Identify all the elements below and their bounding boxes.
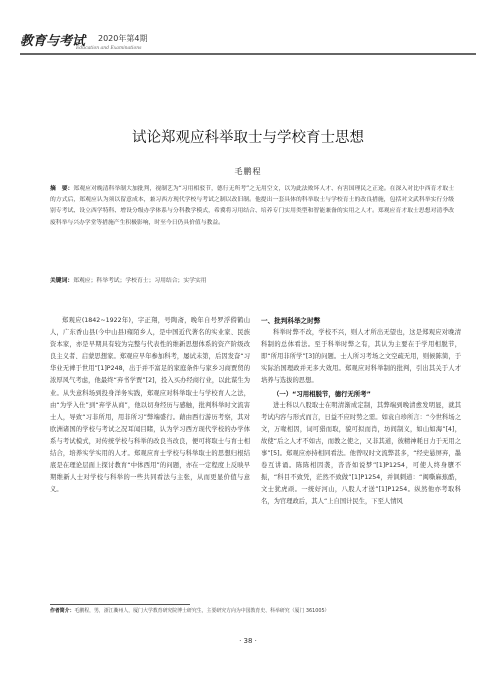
body-right-column [261,315,461,509]
abstract [50,184,454,229]
article-author: 毛鹏程 [234,167,262,176]
journal-issue: 2020年第4期 [98,34,148,43]
keywords [50,276,454,287]
keywords-label: 关键词： [50,278,74,284]
journal-subtitle: Education and Examinations [76,46,142,51]
footnote-label: 作者简介： [50,608,75,614]
paragraph: 科举时弊不改，学校不兴，则人才所出无望也，这是郑观应对晚清科制的总体看法。至于科举时弊之有，其认为主要在于学用相脱节，即“所用非所学”[3]的问题。士人所习考场之文空疏无用，则候陈简，于实际治国理政并无多大效用。郑观应对科举制的批判，引出其关于人才培养与选拔的思想。 [261,329,461,385]
paragraph: 进士科以八股取士在明清渐成定制，其弊端到晚清愈发明显，就其考试内容与形式而言，日益不应时势之需。如袁自珍所言：“今世科场之文，万喙相因，词可猎而取，貌可拟而肖，坊间制义，如山如海”[4]，故使“后之人才不如古，而教之使之，又非其道，彼精神耗日力于无用之事”[5]。郑观应亦持相同看法。他曾叹时文流弊甚多，“经史悬屏弃，墨卷互讲诵。陈陈相因袭，沓沓如说梦”[1]P1254，可使人终身隳不振，“科目不致凭，茫然不致做”[1]P1254，并讽刺道：“闽嘶麻蕉酷，文士犹虎顽。一统好河山，八股人才送”[1]P1254。纵然他亦考取科名，为官理政后，其人“上自国计民生，下至人情风 [261,401,461,506]
journal-name: 教育与考试 [20,34,86,49]
page-number: · 38 · [239,637,257,645]
body-left-column: 郑观应(1842~1922年)，字正翔，号陶斋，晚年自号罗浮偫鹤山人，广东香山县(今中山县)雍陌乡人，是中国近代著名的实业家、民族资本家，亦是早期具有较为完整与代表性的维新思想体系的资产阶级改良主义者、启蒙思想家。郑观应早年参加科考，屡试未第，后因发奋“习华业无裨于世用”[1]P248，出于并不富足的家庭条件与家乡习商贾贸的浓厚风气考虑，他最终“弃书学贾”[2]，投入买办经商行业，以此谋生为业。从失意科场到投身洋务实践，郑观应对科举取士与学校育人之法，由“为学入仕”到“弃学从商”，他以切身经历与感触，批判科举时文流害士人，导致“习非所用，用非所习”弊端盛行。藉由西行游历考察，其对欧洲诸国的学校与考试之况耳闻目睹，认为学习西方现代学校的办学体系与考试模式，对传统学校与科举的改良当改良，便可将取士与育士相结合，培养实学实用的人才。郑观应育士学校与科举取士的思想归根结底是在理论层面上探讨教育“中体西用”的问题，亦在一定程度上反映早期维新人士对学校与科举的一些共同看法与主张，从而更显价值与意义。 [50,317,250,494]
footnote-divider [50,604,190,605]
author-footnote [50,607,454,616]
abstract-text: 郑观应对晚清科举制大加批判，视制艺为“习用相驳节，德行无所考”之无用空文，以为此法败坏人才、有害国理民之正途。在深入对比中西育才取士的方式后，郑观应认为须以留意成本，兼习西方现代学校与考试之制以改旧制。他提出一套具体的科举取士与学校育士的改良措施，包括对文武科举实行分级别专考试、设立西学特科、增设分级办学体系与分科教学模式，希冀将习用结合、培养专门实用类型和智能兼备的实用之人才。郑观应育才取士思想对清季改废科举与兴办学堂等措施产生积极影响，时至今日仍具价值与教益。 [50,186,454,226]
header-divider [20,53,476,55]
footnote-text: 毛鹏程，男，浙江衢州人，厦门大学教育研究院博士研究生，主要研究方向为中国教育史、科举研究（厦门 361005） [74,608,330,614]
section-heading: 一、批判科举之时弊 [261,317,321,325]
journal-header [20,24,476,54]
article-title: 试论郑观应科举取士与学校育士思想 [132,130,364,146]
abstract-label: 摘 要： [50,186,74,192]
subsection-heading: （一）“习用相脱节，德行无所考” [273,389,371,398]
keywords-text: 郑观应；科举考试；学校育士；习用结合；实学实用 [73,278,207,284]
